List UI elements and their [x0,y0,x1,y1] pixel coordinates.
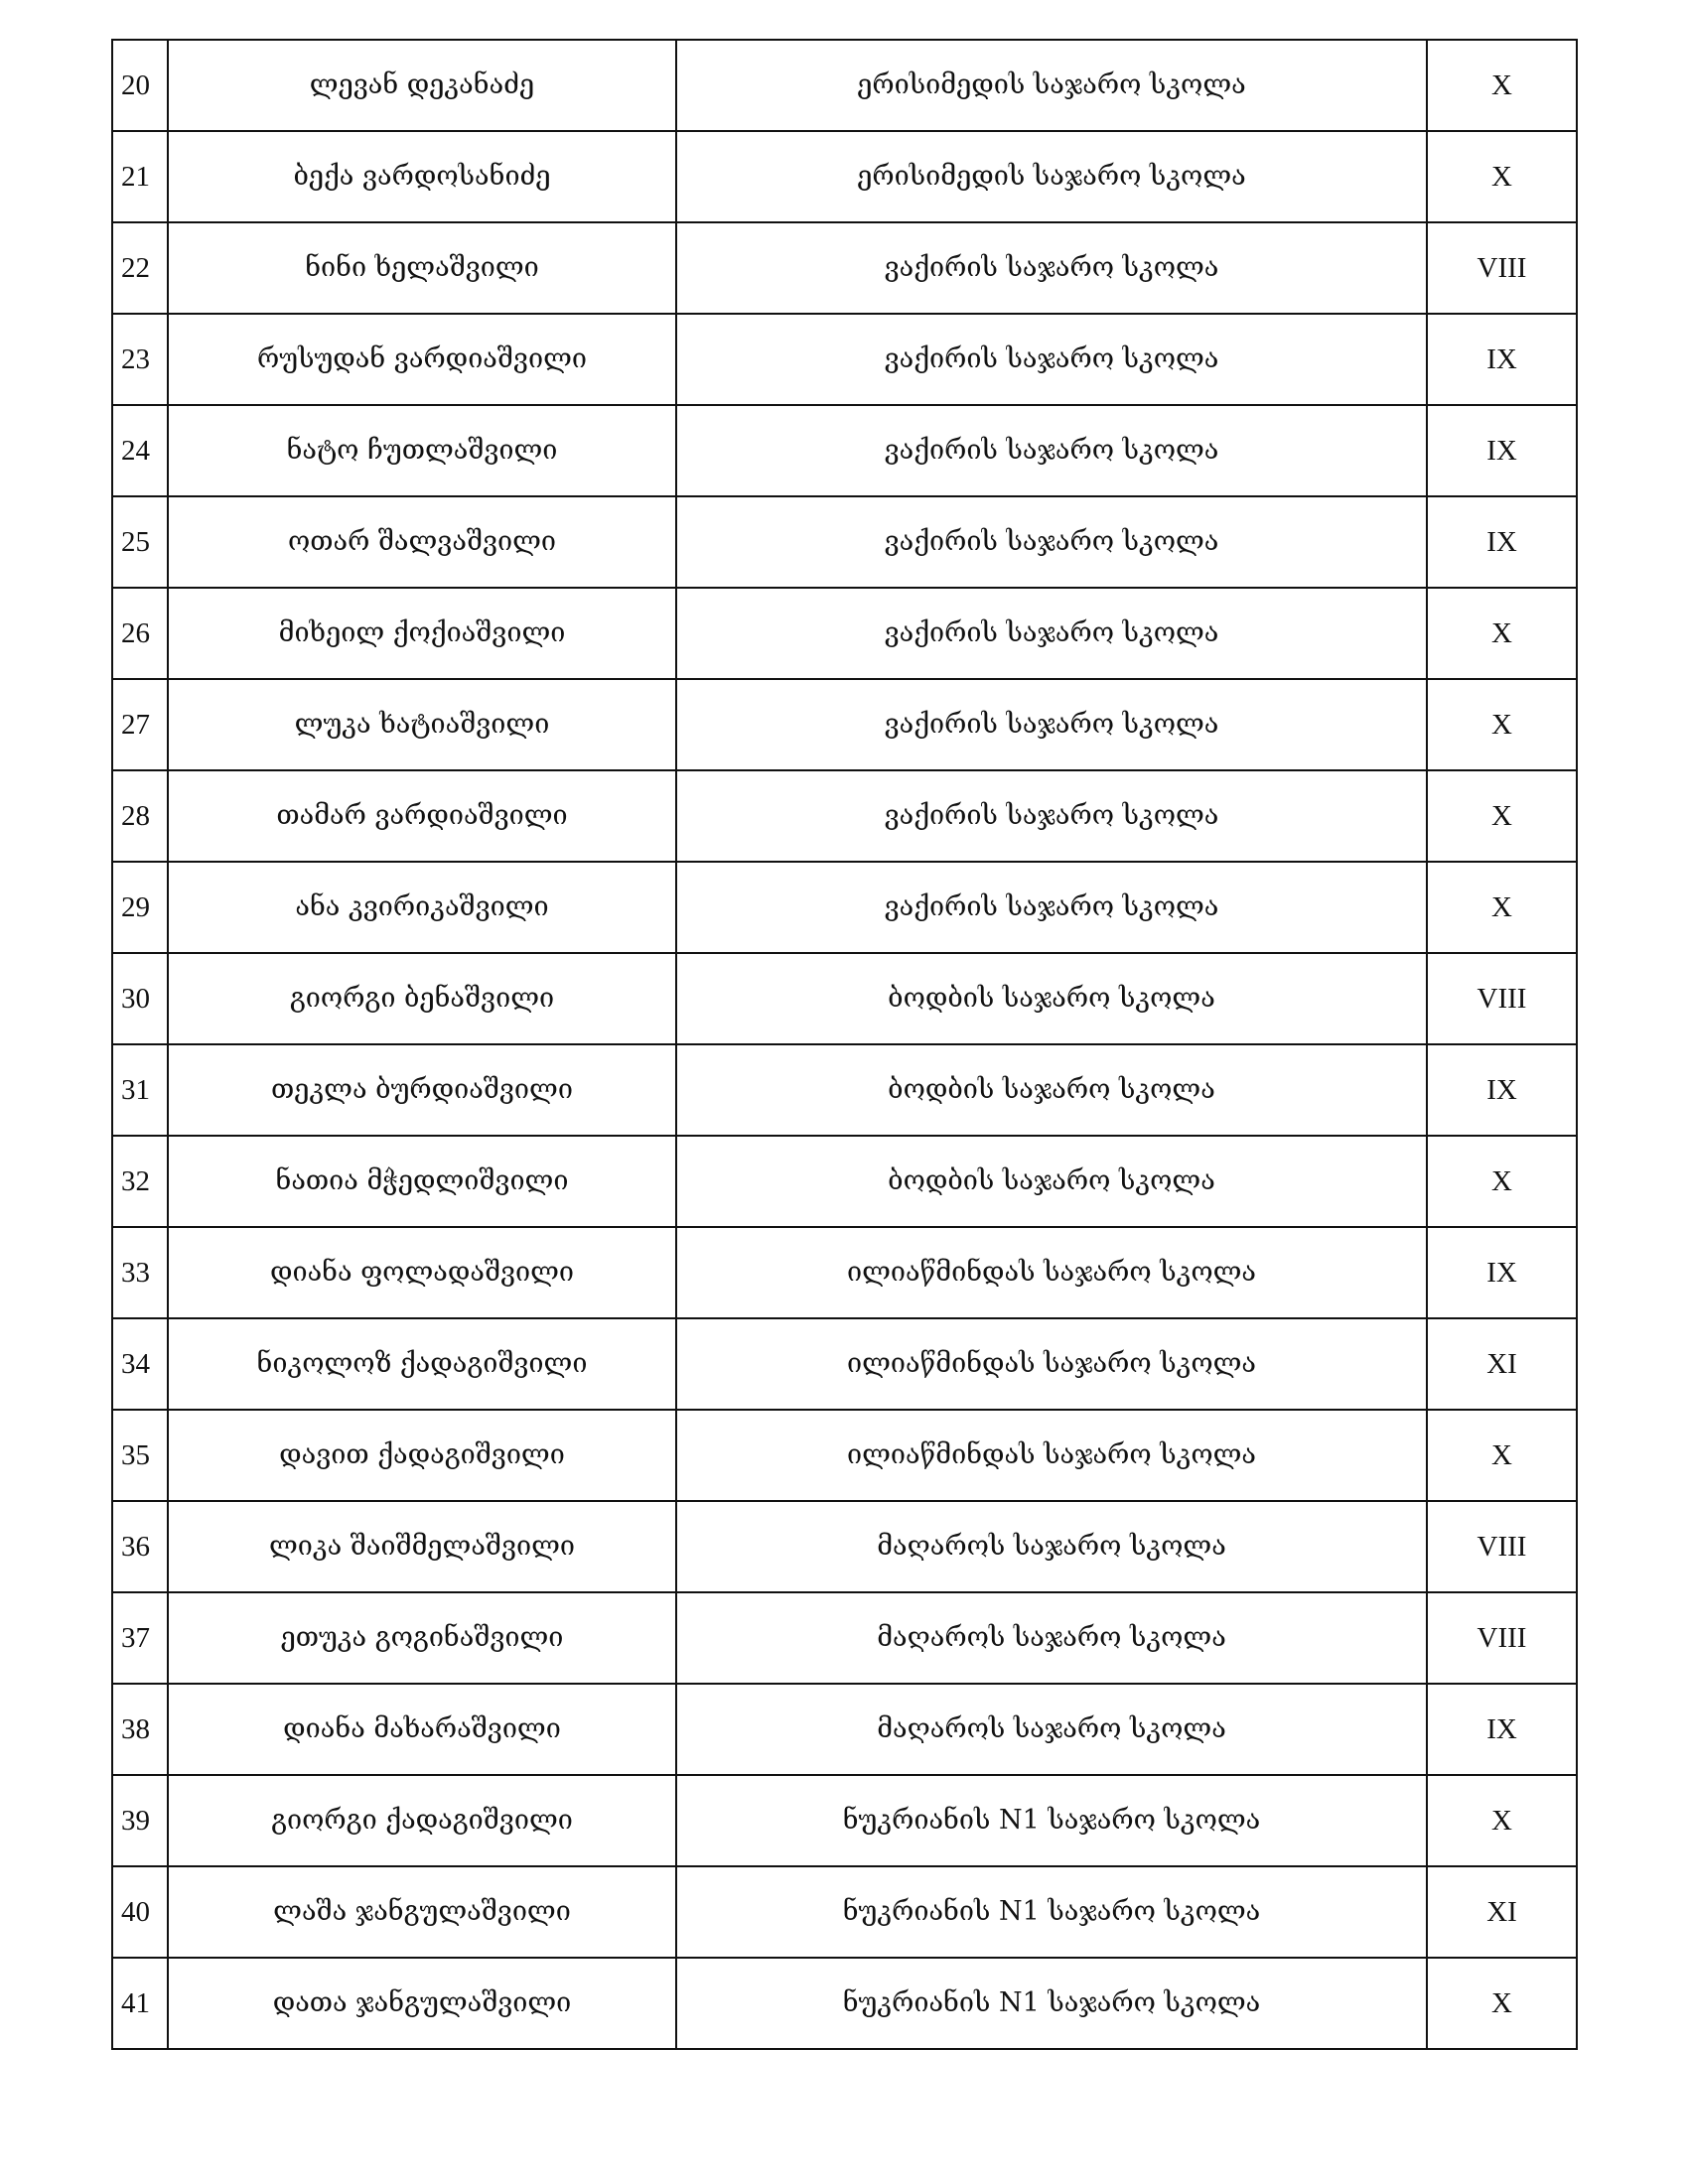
grade-level: X [1427,588,1577,679]
participants-table-body [112,40,1577,2049]
grade-level: IX [1427,1227,1577,1318]
school-name: ვაქირის საჯარო სკოლა [676,314,1427,405]
student-name: დიანა ფოლადაშვილი [168,1227,676,1318]
school-name: ნუკრიანის N1 საჯარო სკოლა [676,1775,1427,1866]
row-number: 20 [112,40,168,131]
table-row [112,1684,1577,1775]
row-number: 35 [112,1410,168,1501]
row-number: 22 [112,222,168,314]
student-name: ლევან დეკანაძე [168,40,676,131]
table-row [112,1775,1577,1866]
grade-level: X [1427,1136,1577,1227]
school-name: ვაქირის საჯარო სკოლა [676,588,1427,679]
grade-level: X [1427,862,1577,953]
row-number: 27 [112,679,168,770]
grade-level: XI [1427,1318,1577,1410]
student-name: ბექა ვარდოსანიძე [168,131,676,222]
table-row [112,953,1577,1044]
grade-level: X [1427,1958,1577,2049]
student-name: გიორგი ქადაგიშვილი [168,1775,676,1866]
student-name: დათა ჯანგულაშვილი [168,1958,676,2049]
row-number: 40 [112,1866,168,1958]
row-number: 37 [112,1592,168,1684]
table-row [112,314,1577,405]
table-row [112,1044,1577,1136]
school-name: ბოდბის საჯარო სკოლა [676,1044,1427,1136]
row-number: 32 [112,1136,168,1227]
grade-level: X [1427,1410,1577,1501]
school-name: ვაქირის საჯარო სკოლა [676,679,1427,770]
table-row [112,131,1577,222]
table-row [112,222,1577,314]
school-name: ვაქირის საჯარო სკოლა [676,862,1427,953]
table-row [112,1318,1577,1410]
student-name: ლიკა შაიშმელაშვილი [168,1501,676,1592]
row-number: 24 [112,405,168,496]
grade-level: X [1427,679,1577,770]
school-name: ერისიმედის საჯარო სკოლა [676,131,1427,222]
grade-level: IX [1427,405,1577,496]
student-name: ოთარ შალვაშვილი [168,496,676,588]
student-name: ლუკა ხატიაშვილი [168,679,676,770]
student-name: თეკლა ბურდიაშვილი [168,1044,676,1136]
student-name: დავით ქადაგიშვილი [168,1410,676,1501]
grade-level: VIII [1427,1501,1577,1592]
school-name: ვაქირის საჯარო სკოლა [676,222,1427,314]
school-name: მაღაროს საჯარო სკოლა [676,1501,1427,1592]
table-row [112,862,1577,953]
row-number: 38 [112,1684,168,1775]
row-number: 36 [112,1501,168,1592]
student-name: ნათია მჭედლიშვილი [168,1136,676,1227]
school-name: მაღაროს საჯარო სკოლა [676,1592,1427,1684]
school-name: ვაქირის საჯარო სკოლა [676,496,1427,588]
table-row [112,40,1577,131]
row-number: 41 [112,1958,168,2049]
school-name: ნუკრიანის N1 საჯარო სკოლა [676,1958,1427,2049]
row-number: 33 [112,1227,168,1318]
table-row [112,679,1577,770]
student-name: გიორგი ბენაშვილი [168,953,676,1044]
school-name: ილიაწმინდას საჯარო სკოლა [676,1227,1427,1318]
row-number: 34 [112,1318,168,1410]
row-number: 21 [112,131,168,222]
row-number: 29 [112,862,168,953]
row-number: 23 [112,314,168,405]
student-name: მიხეილ ქოქიაშვილი [168,588,676,679]
school-name: მაღაროს საჯარო სკოლა [676,1684,1427,1775]
student-name: ლაშა ჯანგულაშვილი [168,1866,676,1958]
grade-level: X [1427,770,1577,862]
row-number: 31 [112,1044,168,1136]
grade-level: VIII [1427,953,1577,1044]
student-name: თამარ ვარდიაშვილი [168,770,676,862]
table-row [112,1227,1577,1318]
student-name: ნინი ხელაშვილი [168,222,676,314]
grade-level: XI [1427,1866,1577,1958]
grade-level: X [1427,131,1577,222]
grade-level: IX [1427,1044,1577,1136]
table-row [112,1410,1577,1501]
school-name: ბოდბის საჯარო სკოლა [676,1136,1427,1227]
school-name: ვაქირის საჯარო სკოლა [676,405,1427,496]
student-name: დიანა მახარაშვილი [168,1684,676,1775]
grade-level: VIII [1427,1592,1577,1684]
grade-level: IX [1427,496,1577,588]
table-row [112,1136,1577,1227]
row-number: 28 [112,770,168,862]
row-number: 39 [112,1775,168,1866]
student-name: ნიკოლოზ ქადაგიშვილი [168,1318,676,1410]
participants-table [111,39,1578,2050]
grade-level: VIII [1427,222,1577,314]
grade-level: X [1427,1775,1577,1866]
table-row [112,1866,1577,1958]
school-name: ილიაწმინდას საჯარო სკოლა [676,1318,1427,1410]
table-row [112,1958,1577,2049]
table-row [112,588,1577,679]
grade-level: X [1427,40,1577,131]
school-name: ილიაწმინდას საჯარო სკოლა [676,1410,1427,1501]
table-row [112,496,1577,588]
school-name: ერისიმედის საჯარო სკოლა [676,40,1427,131]
row-number: 30 [112,953,168,1044]
table-row [112,770,1577,862]
student-name: ანა კვირიკაშვილი [168,862,676,953]
student-name: ეთუკა გოგინაშვილი [168,1592,676,1684]
student-name: ნატო ჩუთლაშვილი [168,405,676,496]
student-name: რუსუდან ვარდიაშვილი [168,314,676,405]
school-name: ბოდბის საჯარო სკოლა [676,953,1427,1044]
row-number: 26 [112,588,168,679]
row-number: 25 [112,496,168,588]
table-row [112,405,1577,496]
grade-level: IX [1427,314,1577,405]
table-row [112,1592,1577,1684]
school-name: ნუკრიანის N1 საჯარო სკოლა [676,1866,1427,1958]
grade-level: IX [1427,1684,1577,1775]
school-name: ვაქირის საჯარო სკოლა [676,770,1427,862]
table-row [112,1501,1577,1592]
